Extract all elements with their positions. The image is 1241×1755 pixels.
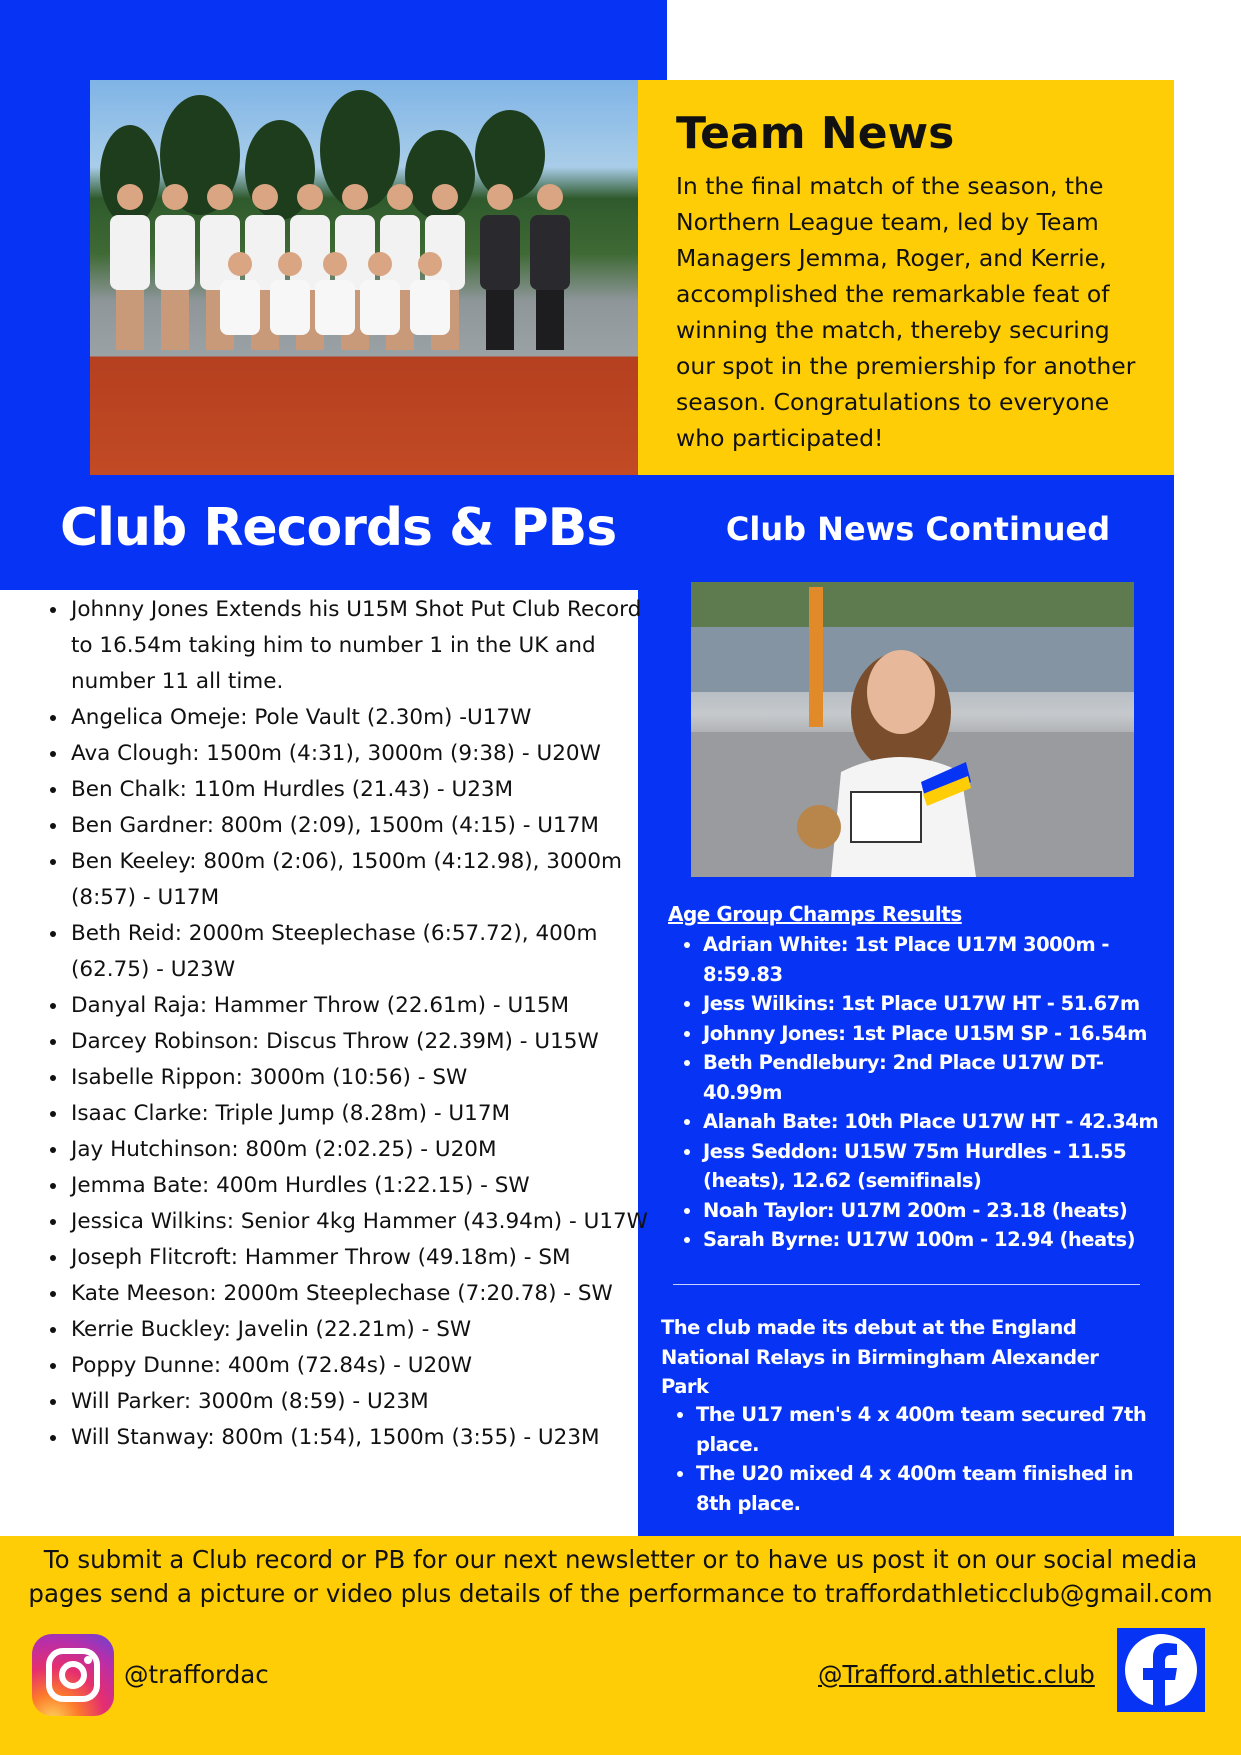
list-item: • Angelica Omeje: Pole Vault (2.30m) -U17W — [69, 700, 659, 736]
list-item: • Noah Taylor: U17M 200m - 23.18 (heats) — [703, 1196, 1173, 1226]
list-item: • Sarah Byrne: U17W 100m - 12.94 (heats) — [703, 1225, 1173, 1255]
list-item: • Will Parker: 3000m (8:59) - U23M — [69, 1384, 659, 1420]
list-item: • Johnny Jones: 1st Place U15M SP - 16.54m — [703, 1019, 1173, 1049]
list-item: • Beth Reid: 2000m Steeplechase (6:57.72), 400m (62.75) - U23W — [69, 916, 659, 988]
list-item: • The U20 mixed 4 x 400m team finished in 8th place. — [696, 1459, 1166, 1518]
list-item: • Kate Meeson: 2000m Steeplechase (7:20.78) - SW — [69, 1276, 659, 1312]
list-item: • Jess Seddon: U15W 75m Hurdles - 11.55 (heats), 12.62 (semifinals) — [703, 1137, 1173, 1196]
list-item: • Darcey Robinson: Discus Throw (22.39M) - U15W — [69, 1024, 659, 1060]
facebook-handle-link[interactable]: @Trafford.athletic.club — [818, 1660, 1095, 1689]
blue-background-top — [0, 0, 667, 80]
facebook-icon[interactable] — [1117, 1628, 1205, 1712]
list-item: • Isaac Clarke: Triple Jump (8.28m) - U17M — [69, 1096, 659, 1132]
divider — [673, 1284, 1140, 1285]
team-photo — [90, 80, 640, 475]
list-item: • Beth Pendlebury: 2nd Place U17W DT- 40.99m — [703, 1048, 1173, 1107]
list-item: • Kerrie Buckley: Javelin (22.21m) - SW — [69, 1312, 659, 1348]
relays-list — [661, 1400, 1166, 1518]
footer-text: To submit a Club record or PB for our next newsletter or to have us post it on our social media pages send a picture or video plus details of the performance to traffordathleticclub@gmail.com — [28, 1545, 1213, 1608]
list-item: • Jay Hutchinson: 800m (2:02.25) - U20M — [69, 1132, 659, 1168]
champs-heading: Age Group Champs Results — [668, 902, 962, 926]
relays-intro: The club made its debut at the England National Relays in Birmingham Alexander Park — [661, 1316, 1099, 1398]
list-item: • Will Stanway: 800m (1:54), 1500m (3:55) - U23M — [69, 1420, 659, 1456]
list-item: • Poppy Dunne: 400m (72.84s) - U20W — [69, 1348, 659, 1384]
list-item: • Jess Wilkins: 1st Place U17W HT - 51.67m — [703, 989, 1173, 1019]
list-item: • Alanah Bate: 10th Place U17W HT - 42.34m — [703, 1107, 1173, 1137]
list-item: • Jemma Bate: 400m Hurdles (1:22.15) - SW — [69, 1168, 659, 1204]
list-item: • Ava Clough: 1500m (4:31), 3000m (9:38) - U20W — [69, 736, 659, 772]
records-title: Club Records & PBs — [60, 498, 617, 558]
list-item: • Ben Keeley: 800m (2:06), 1500m (4:12.98), 3000m (8:57) - U17M — [69, 844, 659, 916]
list-item: • The U17 men's 4 x 400m team secured 7th place. — [696, 1400, 1166, 1459]
team-news-title: Team News — [676, 108, 955, 159]
club-news-title: Club News Continued — [725, 510, 1111, 548]
list-item: • Ben Gardner: 800m (2:09), 1500m (4:15) - U17M — [69, 808, 659, 844]
list-item: • Joseph Flitcroft: Hammer Throw (49.18m) - SM — [69, 1240, 659, 1276]
instagram-icon[interactable] — [32, 1634, 114, 1716]
team-news-body: In the final match of the season, the Northern League team, led by Team Managers Jemma, Roger, and Kerrie, accomplished the remarkable feat of winning the match, thereby securing our spot in the premiership for another season. Congratulations to everyone who participated! — [676, 172, 1136, 452]
list-item: • Jessica Wilkins: Senior 4kg Hammer (43.94m) - U17W — [69, 1204, 659, 1240]
athlete-photo — [691, 582, 1134, 877]
list-item: • Danyal Raja: Hammer Throw (22.61m) - U15M — [69, 988, 659, 1024]
list-item: • Ben Chalk: 110m Hurdles (21.43) - U23M — [69, 772, 659, 808]
records-list — [38, 592, 659, 1456]
list-item: • Johnny Jones Extends his U15M Shot Put Club Record to 16.54m taking him to number 1 in the UK and number 11 all time. — [69, 592, 659, 700]
list-item: • Adrian White: 1st Place U17M 3000m - 8:59.83 — [703, 930, 1173, 989]
instagram-handle[interactable]: @traffordac — [124, 1660, 269, 1689]
champs-results-list — [668, 930, 1173, 1255]
list-item: • Isabelle Rippon: 3000m (10:56) - SW — [69, 1060, 659, 1096]
